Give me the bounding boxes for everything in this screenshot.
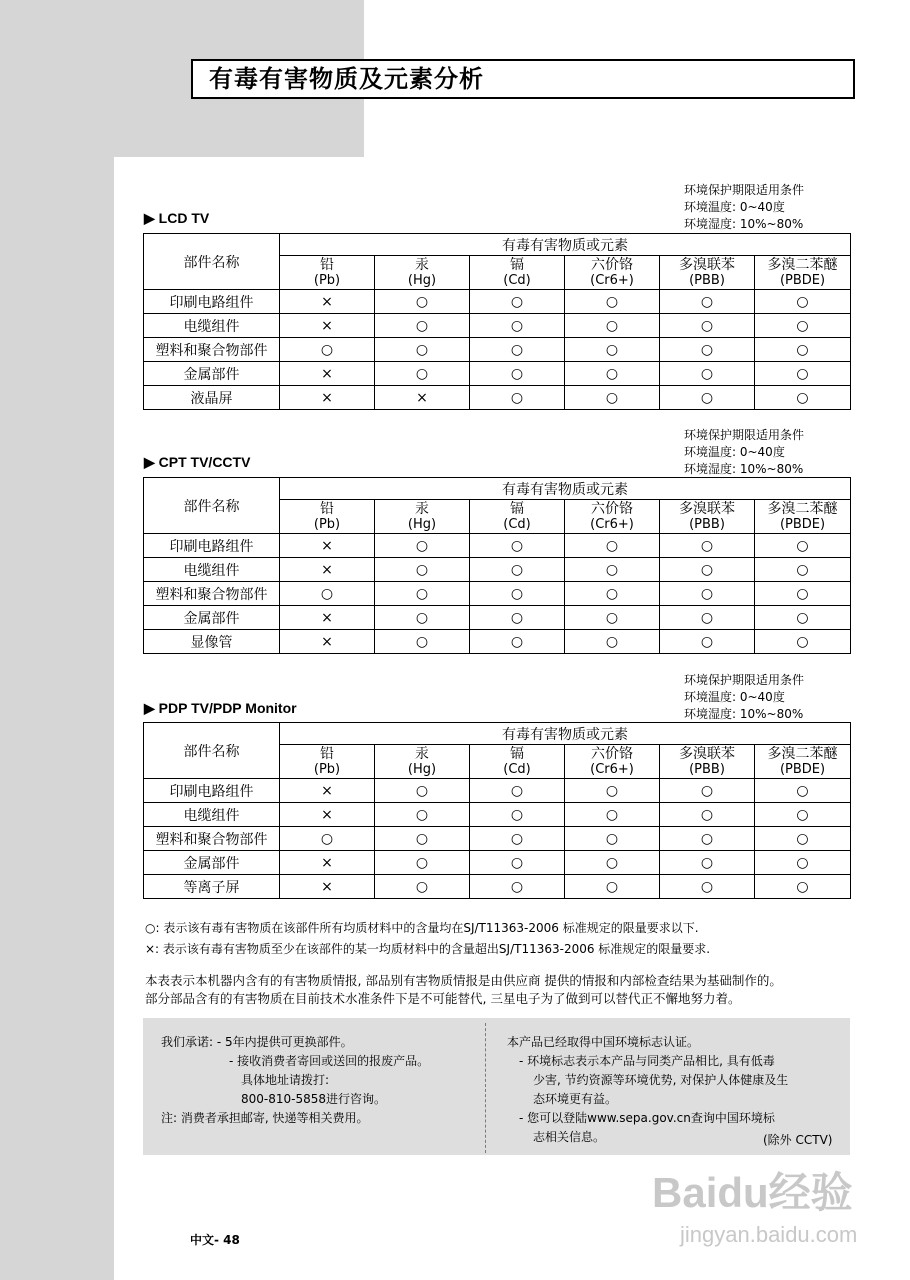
substance-mark: ○ — [375, 851, 470, 875]
substance-mark: ○ — [660, 534, 755, 558]
substance-mark: ○ — [565, 630, 660, 654]
promise-line: 具体地址请拨打: — [241, 1073, 330, 1087]
watermark-url: jingyan.baidu.com — [680, 1222, 858, 1247]
header-row — [144, 234, 851, 256]
cert-line: 志相关信息。 — [533, 1130, 606, 1144]
header-row — [144, 478, 851, 500]
substance-mark: × — [280, 803, 375, 827]
substance-mark: ○ — [755, 779, 851, 803]
substance-mark: ○ — [565, 803, 660, 827]
element-name: 汞 — [415, 745, 429, 762]
element-name: 镉 — [510, 256, 524, 273]
element-symbol: (Cr6+) — [590, 516, 634, 532]
table-row — [144, 827, 851, 851]
description-line: 部分部品含有的有害物质在目前技术水准条件下是不可能替代, 三星电子为了做到可以替代正不懈地努力着。 — [145, 991, 741, 1006]
element-header — [280, 745, 375, 779]
substance-mark: ○ — [755, 606, 851, 630]
substance-mark: ○ — [470, 314, 565, 338]
substance-mark: ○ — [565, 290, 660, 314]
substance-mark: ○ — [470, 827, 565, 851]
part-name: 电缆组件 — [144, 558, 280, 582]
substance-mark: ○ — [755, 875, 851, 899]
part-name: 塑料和聚合物部件 — [144, 827, 280, 851]
substance-mark: ○ — [755, 630, 851, 654]
substance-mark: ○ — [660, 362, 755, 386]
substance-mark: ○ — [565, 606, 660, 630]
substance-mark: ○ — [755, 827, 851, 851]
element-symbol: (PBDE) — [779, 272, 826, 288]
group-header: 有毒有害物质或元素 — [280, 234, 851, 256]
element-header — [280, 500, 375, 534]
substance-mark: ○ — [375, 338, 470, 362]
substance-mark: ○ — [280, 582, 375, 606]
element-header — [755, 256, 851, 290]
footer-divider — [485, 1023, 486, 1153]
part-name-header: 部件名称 — [144, 723, 280, 779]
substance-mark: ○ — [470, 779, 565, 803]
element-symbol: (Cd) — [503, 761, 531, 777]
substance-mark: ○ — [565, 827, 660, 851]
substance-mark: ○ — [660, 606, 755, 630]
element-name: 多溴联苯 — [679, 745, 735, 762]
substance-mark: ○ — [280, 827, 375, 851]
substance-mark: ○ — [375, 558, 470, 582]
table-row — [144, 386, 851, 410]
element-symbol: (Hg) — [407, 272, 437, 288]
cert-line: 本产品已经取得中国环境标志认证。 — [507, 1035, 700, 1049]
element-name: 六价铬 — [591, 256, 633, 273]
cert-line: - 环境标志表示本产品与同类产品相比, 具有低毒 — [519, 1054, 775, 1068]
env-conditions — [684, 427, 804, 478]
element-name: 多溴联苯 — [679, 500, 735, 517]
element-name: 汞 — [415, 500, 429, 517]
service-promise — [161, 1033, 429, 1128]
element-symbol: (PBDE) — [779, 761, 826, 777]
cert-line: - 您可以登陆www.sepa.gov.cn查询中国环境标 — [519, 1111, 775, 1125]
substance-mark: ○ — [660, 803, 755, 827]
page-title: 有毒有害物质及元素分析 — [191, 59, 855, 99]
substance-mark: × — [280, 386, 375, 410]
element-name: 铅 — [320, 500, 334, 517]
env-line: 环境保护期限适用条件 — [684, 428, 805, 442]
element-header — [565, 256, 660, 290]
substance-mark: × — [280, 779, 375, 803]
substance-mark: × — [280, 314, 375, 338]
substance-mark: ○ — [755, 558, 851, 582]
element-name: 六价铬 — [591, 500, 633, 517]
substance-mark: ○ — [660, 314, 755, 338]
substance-mark: × — [375, 386, 470, 410]
substance-mark: ○ — [470, 606, 565, 630]
substance-mark: ○ — [375, 534, 470, 558]
element-header — [755, 745, 851, 779]
table-row — [144, 606, 851, 630]
element-header — [375, 500, 470, 534]
group-header: 有毒有害物质或元素 — [280, 723, 851, 745]
part-name: 等离子屏 — [144, 875, 280, 899]
substance-mark: ○ — [565, 875, 660, 899]
element-name: 多溴二苯醚 — [767, 500, 838, 517]
substance-mark: ○ — [755, 362, 851, 386]
element-symbol: (Hg) — [407, 516, 437, 532]
element-symbol: (Cd) — [503, 272, 531, 288]
hazard-table — [143, 477, 851, 654]
watermark — [640, 1160, 900, 1270]
part-name: 印刷电路组件 — [144, 290, 280, 314]
section-label: ▶ CPT TV/CCTV — [144, 454, 251, 470]
env-conditions — [684, 182, 804, 233]
substance-mark: ○ — [755, 803, 851, 827]
element-header — [470, 745, 565, 779]
header-row — [144, 723, 851, 745]
substance-mark: ○ — [660, 582, 755, 606]
table-row — [144, 630, 851, 654]
part-name-header: 部件名称 — [144, 234, 280, 290]
substance-mark: ○ — [470, 558, 565, 582]
substance-mark: ○ — [660, 338, 755, 362]
part-name: 塑料和聚合物部件 — [144, 338, 280, 362]
substance-mark: ○ — [375, 630, 470, 654]
element-header — [565, 500, 660, 534]
substance-mark: × — [280, 630, 375, 654]
substance-mark: ○ — [470, 338, 565, 362]
env-line: 环境温度: 0~40度 — [684, 200, 785, 214]
substance-mark: ○ — [565, 558, 660, 582]
element-symbol: (Pb) — [313, 272, 341, 288]
element-header — [470, 256, 565, 290]
substance-mark: ○ — [660, 827, 755, 851]
element-symbol: (PBDE) — [779, 516, 826, 532]
section-label: ▶ PDP TV/PDP Monitor — [144, 700, 297, 716]
substance-mark: ○ — [660, 558, 755, 582]
element-name: 铅 — [320, 745, 334, 762]
table-row — [144, 314, 851, 338]
substance-mark: ○ — [565, 534, 660, 558]
element-symbol: (Cd) — [503, 516, 531, 532]
table-row — [144, 362, 851, 386]
element-header — [470, 500, 565, 534]
table-row — [144, 582, 851, 606]
element-header — [375, 745, 470, 779]
substance-mark: × — [280, 606, 375, 630]
table-row — [144, 779, 851, 803]
substance-mark: ○ — [470, 851, 565, 875]
substance-mark: ○ — [375, 582, 470, 606]
description — [145, 972, 782, 1008]
substance-mark: ○ — [375, 875, 470, 899]
element-symbol: (Hg) — [407, 761, 437, 777]
substance-mark: ○ — [375, 362, 470, 386]
legend — [145, 918, 710, 960]
part-name: 电缆组件 — [144, 314, 280, 338]
element-symbol: (Pb) — [313, 761, 341, 777]
element-name: 汞 — [415, 256, 429, 273]
element-header — [660, 256, 755, 290]
part-name: 金属部件 — [144, 362, 280, 386]
part-name: 液晶屏 — [144, 386, 280, 410]
part-name: 金属部件 — [144, 606, 280, 630]
env-line: 环境温度: 0~40度 — [684, 445, 785, 459]
promise-line: - 接收消费者寄回或送回的报废产品。 — [229, 1054, 430, 1068]
promise-line: 800-810-5858进行咨询。 — [241, 1092, 387, 1106]
table-row — [144, 534, 851, 558]
part-name: 金属部件 — [144, 851, 280, 875]
substance-mark: ○ — [375, 779, 470, 803]
substance-mark: ○ — [755, 534, 851, 558]
substance-mark: ○ — [375, 314, 470, 338]
watermark-logo: Baidu经验 — [652, 1169, 853, 1216]
table-row — [144, 803, 851, 827]
substance-mark: ○ — [565, 338, 660, 362]
table-row — [144, 875, 851, 899]
element-name: 多溴联苯 — [679, 256, 735, 273]
element-name: 镉 — [510, 500, 524, 517]
substance-mark: ○ — [470, 803, 565, 827]
legend-circle: ○: 表示该有毒有害物质在该部件所有均质材料中的含量均在SJ/T11363-2006 标准规定的限量要求以下. — [145, 921, 699, 935]
env-conditions — [684, 672, 804, 723]
substance-mark: ○ — [755, 314, 851, 338]
substance-mark: × — [280, 875, 375, 899]
hazard-table — [143, 233, 851, 410]
substance-mark: ○ — [280, 338, 375, 362]
substance-mark: ○ — [470, 386, 565, 410]
substance-mark: ○ — [660, 290, 755, 314]
substance-mark: ○ — [470, 582, 565, 606]
group-header: 有毒有害物质或元素 — [280, 478, 851, 500]
substance-mark: ○ — [375, 290, 470, 314]
cert-line: 少害, 节约资源等环境优势, 对保护人体健康及生 — [533, 1073, 789, 1087]
substance-mark: ○ — [565, 362, 660, 386]
table-row — [144, 290, 851, 314]
substance-mark: ○ — [755, 290, 851, 314]
table-row — [144, 558, 851, 582]
element-symbol: (Cr6+) — [590, 761, 634, 777]
description-line: 本表表示本机器内含有的有害物质情报, 部品别有害物质情报是由供应商 提供的情报和内部检查结果为基础制作的。 — [145, 973, 782, 988]
element-symbol: (PBB) — [689, 761, 725, 777]
element-name: 多溴二苯醚 — [767, 745, 838, 762]
element-symbol: (Cr6+) — [590, 272, 634, 288]
env-line: 环境保护期限适用条件 — [684, 183, 805, 197]
substance-mark: ○ — [755, 851, 851, 875]
table-row — [144, 338, 851, 362]
substance-mark: × — [280, 362, 375, 386]
env-line: 环境保护期限适用条件 — [684, 673, 805, 687]
element-name: 六价铬 — [591, 745, 633, 762]
part-name: 显像管 — [144, 630, 280, 654]
substance-mark: ○ — [470, 534, 565, 558]
substance-mark: × — [280, 558, 375, 582]
substance-mark: × — [280, 534, 375, 558]
element-header — [280, 256, 375, 290]
element-name: 铅 — [320, 256, 334, 273]
left-grey-band — [0, 0, 114, 1280]
page-number: 中文- 48 — [136, 1229, 294, 1252]
substance-mark: ○ — [565, 386, 660, 410]
env-line: 环境湿度: 10%~80% — [684, 707, 804, 721]
substance-mark: ○ — [470, 362, 565, 386]
part-name-header: 部件名称 — [144, 478, 280, 534]
substance-mark: ○ — [660, 779, 755, 803]
except-note: (除外 CCTV) — [763, 1133, 833, 1147]
part-name: 印刷电路组件 — [144, 534, 280, 558]
env-line: 环境温度: 0~40度 — [684, 690, 785, 704]
element-name: 多溴二苯醚 — [767, 256, 838, 273]
substance-mark: ○ — [470, 630, 565, 654]
substance-mark: ○ — [755, 582, 851, 606]
element-name: 镉 — [510, 745, 524, 762]
substance-mark: ○ — [470, 875, 565, 899]
substance-mark: ○ — [660, 851, 755, 875]
env-line: 环境湿度: 10%~80% — [684, 217, 804, 231]
promise-line: 注: 消费者承担邮寄, 快递等相关费用。 — [161, 1111, 369, 1125]
element-header — [660, 500, 755, 534]
substance-mark: ○ — [565, 779, 660, 803]
environment-certification — [507, 1033, 788, 1147]
substance-mark: ○ — [565, 582, 660, 606]
substance-mark: ○ — [565, 314, 660, 338]
element-symbol: (Pb) — [313, 516, 341, 532]
hazard-table — [143, 722, 851, 899]
element-symbol: (PBB) — [689, 516, 725, 532]
part-name: 电缆组件 — [144, 803, 280, 827]
part-name: 塑料和聚合物部件 — [144, 582, 280, 606]
element-header — [660, 745, 755, 779]
table-row — [144, 851, 851, 875]
substance-mark: ○ — [660, 386, 755, 410]
element-header — [375, 256, 470, 290]
substance-mark: ○ — [375, 803, 470, 827]
substance-mark: ○ — [470, 290, 565, 314]
substance-mark: ○ — [660, 875, 755, 899]
element-symbol: (PBB) — [689, 272, 725, 288]
substance-mark: × — [280, 290, 375, 314]
substance-mark: × — [280, 851, 375, 875]
element-header — [755, 500, 851, 534]
cert-line: 态环境更有益。 — [533, 1092, 618, 1106]
legend-cross: ×: 表示该有毒有害物质至少在该部件的某一均质材料中的含量超出SJ/T11363-2006 标准规定的限量要求. — [145, 942, 711, 956]
promise-line: 我们承诺: - 5年内提供可更换部件。 — [161, 1035, 353, 1049]
substance-mark: ○ — [375, 827, 470, 851]
substance-mark: ○ — [660, 630, 755, 654]
section-label: ▶ LCD TV — [144, 210, 210, 226]
substance-mark: ○ — [755, 386, 851, 410]
substance-mark: ○ — [375, 606, 470, 630]
part-name: 印刷电路组件 — [144, 779, 280, 803]
substance-mark: ○ — [565, 851, 660, 875]
substance-mark: ○ — [755, 338, 851, 362]
element-header — [565, 745, 660, 779]
env-line: 环境湿度: 10%~80% — [684, 462, 804, 476]
